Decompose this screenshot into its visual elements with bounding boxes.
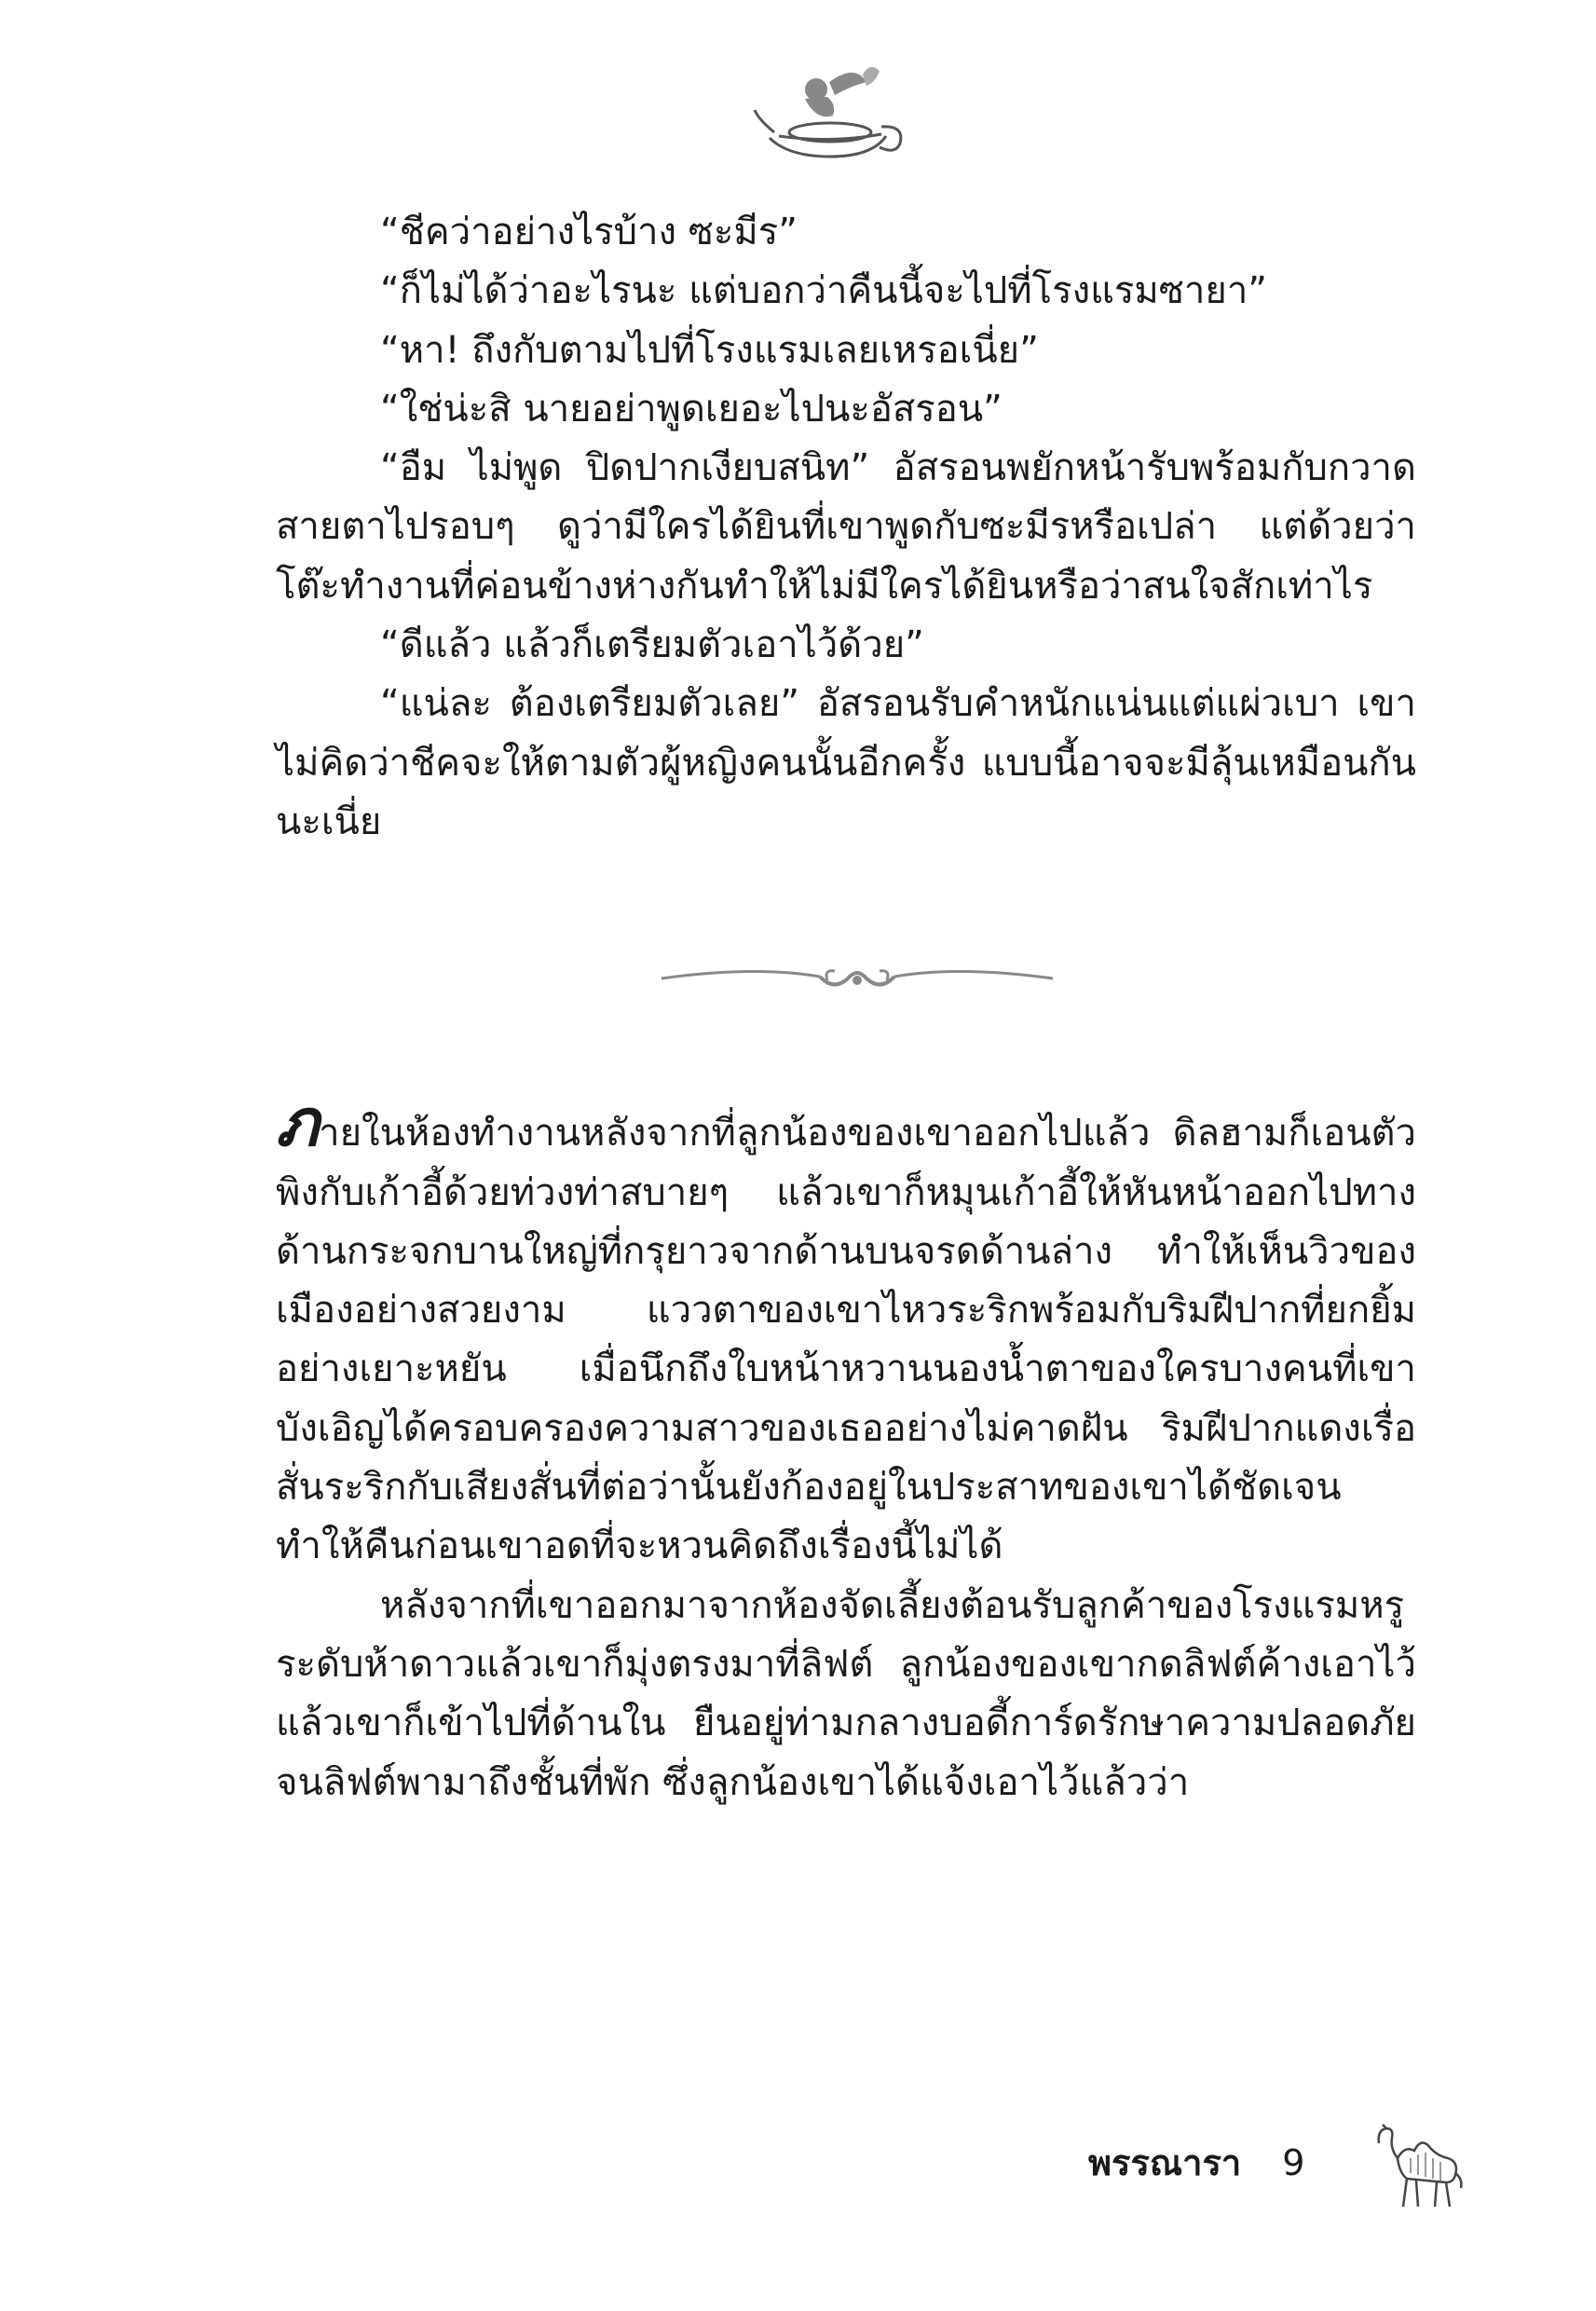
- paragraph: “ก็ไม่ได้ว่าอะไรนะ แต่บอกว่าคืนนี้จะไปที่โรงแรมซายา”: [380, 269, 1268, 313]
- paragraph: “อืม ไม่พูด ปิดปากเงียบสนิท” อัสรอนพยักหน้ารับพร้อมกับกวาดสายตาไปรอบๆ ดูว่ามีใครได้ยินที่เขาพูดกับซะมีรหรือเปล่า แต่ด้วยว่าโต๊ะทำงานที่ค่อนข้างห่างกันทำให้ไม่มีใครได้ยินหรือว่าสนใจสักเท่าไร: [276, 446, 1416, 608]
- main-text: [276, 203, 1416, 1812]
- cherub-teapot-ornament-icon: [751, 54, 909, 166]
- paragraph-text: ายในห้องทำงานหลังจากที่ลูกน้องของเขาออกไปแล้ว ดิลฮามก็เอนตัวพิงกับเก้าอี้ด้วยท่วงท่าสบายๆ แล้วเขาก็หมุนเก้าอี้ให้หันหน้าออกไปทางด้านกระจกบานใหญ่ที่กรุยาวจากด้านบนจรดด้านล่าง ทำให้เห็นวิวของเมืองอย่างสวยงาม แววตาของเขาไหวระริกพร้อมกับริมฝีปากที่ยกยิ้มอย่างเยาะหยัน เมื่อนึกถึงใบหน้าหวานนองน้ำตาของใครบางคนที่เขาบังเอิญได้ครอบครองความสาวของเธออย่างไม่คาดฝัน ริมฝีปากแดงเรื่อสั่นระริกกับเสียงสั่นที่ต่อว่านั้นยังก้องอยู่ในประสาทของเขาได้ชัดเจน ทำให้คืนก่อนเขาอดที่จะหวนคิดถึงเรื่องนี้ไม่ได้: [276, 1112, 1416, 1568]
- paragraph: “ชีคว่าอย่างไรบ้าง ซะมีร”: [380, 211, 798, 253]
- book-title: พรรณารา: [1088, 2142, 1242, 2183]
- drop-cap: ภ: [276, 1085, 320, 1162]
- paragraph: “แน่ละ ต้องเตรียมตัวเลย” อัสรอนรับคำหนักแน่นแต่แผ่วเบา เขาไม่คิดว่าชีคจะให้ตามตัวผู้หญิงคนนั้นอีกครั้ง แบบนี้อาจจะมีลุ้นเหมือนกันนะเนี่ย: [276, 682, 1416, 843]
- page-footer: [1088, 2134, 1304, 2191]
- page-number: 9: [1282, 2142, 1305, 2183]
- paragraph: หลังจากที่เขาออกมาจากห้องจัดเลี้ยงต้อนรับลูกค้าของโรงแรมหรูระดับห้าดาวแล้วเขาก็มุ่งตรงมาที่ลิฟต์ ลูกน้องของเขากดลิฟต์ค้างเอาไว้ แล้วเขาก็เข้าไปที่ด้านใน ยืนอยู่ท่ามกลางบอดี้การ์ดรักษาความปลอดภัย จนลิฟต์พามาถึงชั้นที่พัก ซึ่งลูกน้องเขาได้แจ้งเอาไว้แล้วว่า: [276, 1583, 1416, 1804]
- paragraph: “ดีแล้ว แล้วก็เตรียมตัวเอาไว้ด้วย”: [380, 623, 924, 667]
- paragraph: “ใช่น่ะสิ นายอย่าพูดเยอะไปนะอัสรอน”: [380, 387, 1003, 431]
- scroll-divider-icon: [276, 919, 1416, 1025]
- paragraph: “หา! ถึงกับตามไปที่โรงแรมเลยเหรอเนี่ย”: [380, 328, 1039, 372]
- camel-icon: [1370, 2117, 1468, 2210]
- paragraph-dropcap: [276, 1085, 1416, 1576]
